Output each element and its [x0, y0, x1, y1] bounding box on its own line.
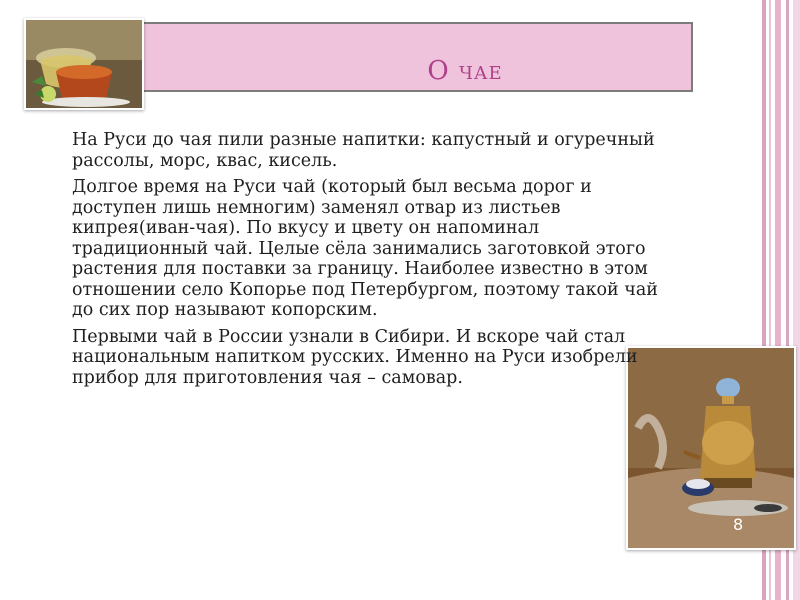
- slide-content: [46, 130, 666, 394]
- bullet-item: [46, 130, 666, 171]
- slide-title: О чае: [427, 56, 503, 86]
- bullet-item: [46, 327, 666, 389]
- tea-cup-image: [24, 18, 144, 110]
- bullet-item: [46, 177, 666, 321]
- bullet-text: Долгое время на Руси чай (который был весьма дорог и доступен лишь немногим) заменял отвар из листьев кипрея(иван-чая). По вкусу и цвету он напоминал традиционный чай. Целые сёла занимались заготовкой этого растения для поставки за границу. Наиболее известно в этом отношении село Копорье под Петербургом, поэтому такой чай до сих пор называют копорским.: [72, 177, 658, 320]
- bullet-text: Первыми чай в России узнали в Сибири. И вскоре чай стал национальным напитком русских. Именно на Руси изобрели прибор для приготовления чая – самовар.: [72, 326, 638, 388]
- slide-number: 8: [733, 515, 744, 534]
- bullet-text: На Руси до чая пили разные напитки: капустный и огуречный рассолы, морс, квас, кисель.: [72, 130, 655, 171]
